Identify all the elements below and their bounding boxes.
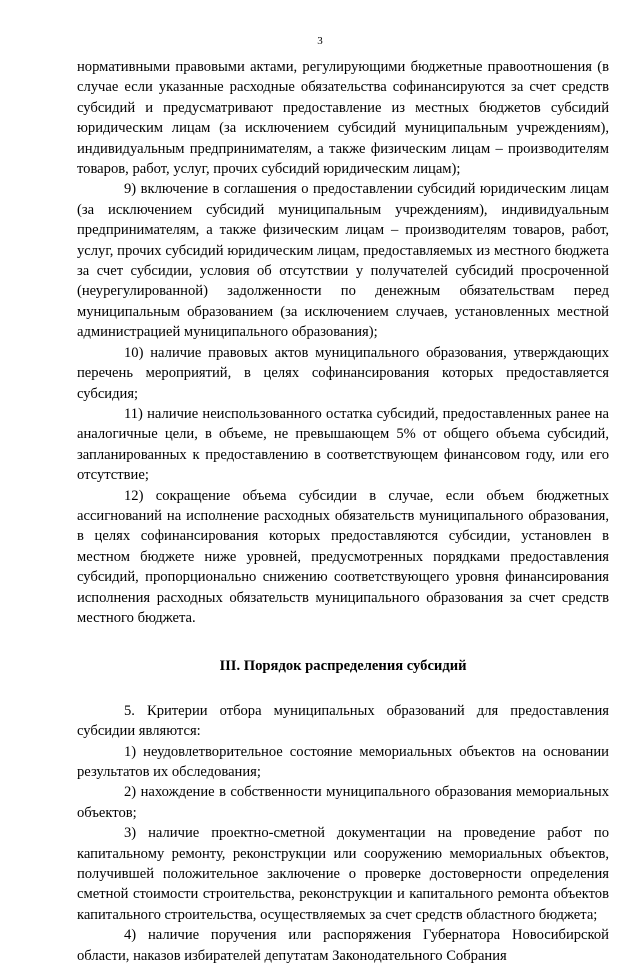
- paragraph-criterion-3: 3) наличие проектно-сметной документации на проведение работ по капитальному ремонту, реконструкции или сооружению мемориальных объектов, получившей положительное заключение о проверке достоверности определения сметной стоимости строительства, реконструкции и капитального ремонта объектов капитального строительства, осуществляемых за счет средств областного бюджета;: [77, 825, 609, 923]
- paragraph-item-11: 11) наличие неиспользованного остатка субсидий, предоставленных ранее на аналогичные цели, в объеме, не превышающем 5% от общего объема субсидий, запланированных к предоставлению в соответствующем финансовом году, или его отсутствие;: [77, 405, 609, 484]
- paragraph-criterion-2: 2) нахождение в собственности муниципального образования мемориальных объектов;: [77, 784, 609, 821]
- paragraph-criterion-1: 1) неудовлетворительное состояние мемориальных объектов на основании результатов их обследования;: [77, 743, 609, 780]
- paragraph-item-10: 10) наличие правовых актов муниципального образования, утверждающих перечень мероприятий, в целях софинансирования которых предоставляется субсидия;: [77, 344, 609, 402]
- section-heading: III. Порядок распределения субсидий: [219, 658, 467, 675]
- paragraph-item-12: 12) сокращение объема субсидии в случае, если объем бюджетных ассигнований на исполнение расходных обязательств муниципального образования, в целях софинансирования которых предоставляются субсидии, установлен в местном бюджете ниже уровней, предусмотренных порядками предоставления субсидий, пропорционально снижению соответствующего уровня финансирования исполнения расходных обязательств муниципального образования за счет средств местного бюджета.: [77, 487, 609, 626]
- paragraph-criterion-4: 4) наличие поручения или распоряжения Губернатора Новосибирской области, наказов избирателей депутатам Законодательного Собрания: [77, 927, 609, 964]
- paragraph-continuation: нормативными правовыми актами, регулирующими бюджетные правоотношения (в случае если указанные расходные обязательства софинансируются за счет средств субсидий и предусматривают предоставление из местных бюджетов субсидий юридическим лицам (за исключением субсидий муниципальным учреждениям), индивидуальным предпринимателям, а также физическим лицам – производителям товаров, работ, услуг, прочих субсидий юридическим лицам);: [77, 59, 609, 178]
- document-body: [77, 57, 609, 966]
- page-number: 3: [317, 35, 323, 47]
- paragraph-section-5: 5. Критерии отбора муниципальных образований для предоставления субсидии являются:: [77, 702, 609, 740]
- paragraph-item-9: 9) включение в соглашения о предоставлении субсидий юридическим лицам (за исключением субсидий муниципальным учреждениям), индивидуальным предпринимателям, а также физическим лицам – производителям товаров, работ, услуг, прочих субсидий юридическим лицам, предоставляемых из местного бюджета за счет субсидии, условия об отсутствии у получателей субсидий просроченной (неурегулированной) задолженности по денежным обязательствам перед муниципальным образованием (за исключением случаев, установленных местной администрацией муниципального образования);: [77, 181, 609, 341]
